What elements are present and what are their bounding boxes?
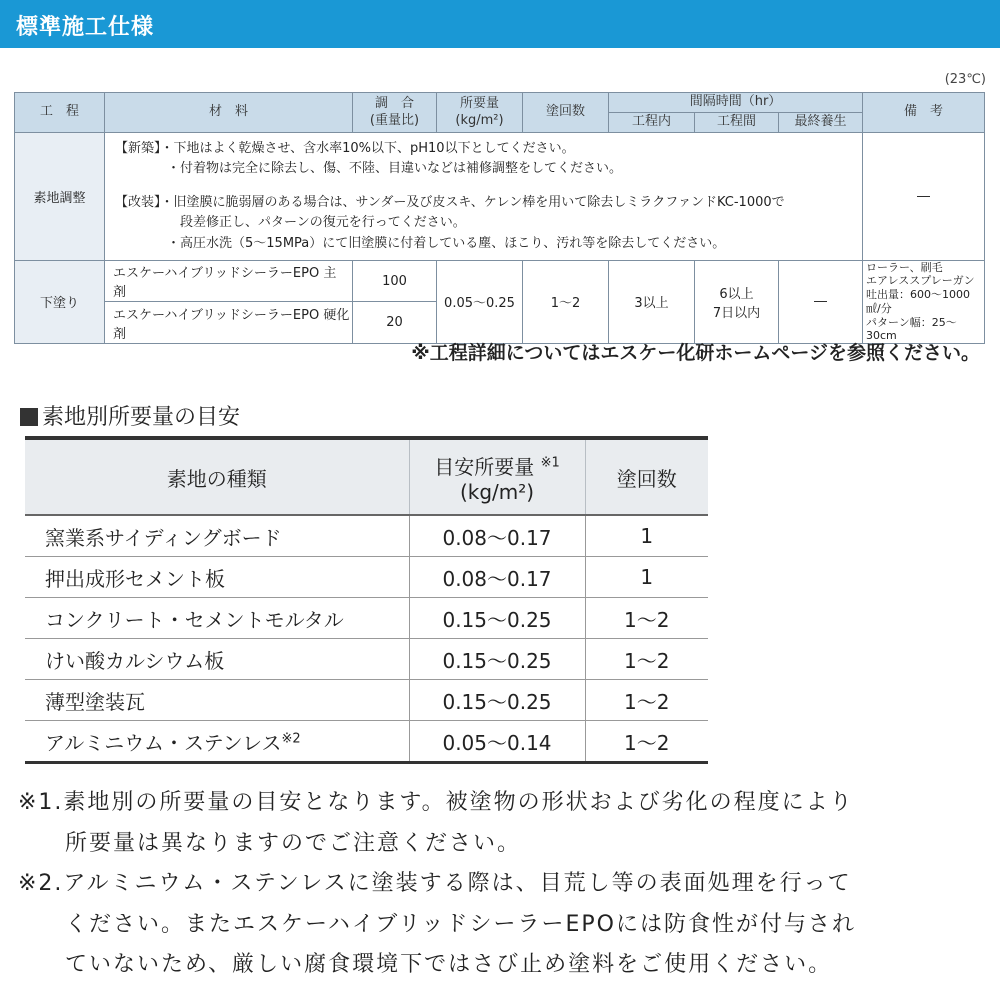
substrate-coats: 1〜2 bbox=[585, 598, 708, 639]
prep-line: ・高圧水洗（5〜15MPa）にて旧塗膜に付着している塵、ほこり、汚れ等を除去してください。 bbox=[115, 235, 726, 251]
table-row bbox=[25, 721, 708, 763]
undercoat-final: ― bbox=[779, 260, 863, 344]
footnote-line: ※2.アルミニウム・ステンレスに塗装する際は、目荒し等の表面処理を行って bbox=[18, 871, 852, 896]
substrate-amount: 0.08〜0.17 bbox=[409, 557, 585, 598]
mix-hardener: 20 bbox=[353, 302, 437, 344]
guide-table bbox=[25, 436, 708, 764]
substrate-amount: 0.15〜0.25 bbox=[409, 680, 585, 721]
prep-line: 【改装】・旧塗膜に脆弱層のある場合は、サンダー及び皮スキ、ケレン棒を用いて除去しミラクファンドKC-1000で bbox=[115, 195, 785, 211]
guide-header-type: 素地の種類 bbox=[25, 438, 409, 515]
header-between: 工程間 bbox=[695, 113, 779, 133]
undercoat-between: 6以上 7日以内 bbox=[695, 260, 779, 344]
substrate-coats: 1 bbox=[585, 515, 708, 557]
footnote-line: ていないため、厳しい腐食環境下ではさび止め塗料をご使用ください。 bbox=[65, 952, 833, 977]
temperature-note: (23℃) bbox=[944, 72, 986, 87]
guide-header-coats: 塗回数 bbox=[585, 438, 708, 515]
table-row bbox=[25, 557, 708, 598]
table-row bbox=[25, 639, 708, 680]
substrate-coats: 1〜2 bbox=[585, 680, 708, 721]
undercoat-coats: 1〜2 bbox=[523, 260, 609, 344]
undercoat-amount: 0.05〜0.25 bbox=[437, 260, 523, 344]
footnote-line: ください。またエスケーハイブリッドシーラーEPOには防食性が付与され bbox=[65, 912, 856, 937]
prep-remarks: ― bbox=[863, 133, 985, 261]
header-interval: 間隔時間（hr） bbox=[609, 93, 863, 113]
header-remarks: 備 考 bbox=[863, 93, 985, 133]
material-hardener: エスケーハイブリッドシーラーEPO 硬化剤 bbox=[105, 302, 353, 344]
substrate-type: アルミニウム・ステンレス$^{※2}$ bbox=[45, 730, 301, 755]
substrate-amount: 0.15〜0.25 bbox=[409, 598, 585, 639]
square-bullet-icon bbox=[20, 408, 38, 426]
substrate-type: けい酸カルシウム板 bbox=[45, 648, 225, 673]
spec-table bbox=[14, 92, 985, 344]
header-final: 最終養生 bbox=[779, 113, 863, 133]
guide-header-amount: 目安所要量 $^{※1}$ (kg/m²) bbox=[409, 438, 585, 515]
substrate-amount: 0.08〜0.17 bbox=[409, 515, 585, 557]
reference-note: ※工程詳細についてはエスケー化研ホームページを参照ください。 bbox=[411, 342, 980, 364]
substrate-type: 押出成形セメント板 bbox=[45, 566, 225, 591]
prep-line: 【新築】・下地はよく乾燥させ、含水率10%以下、pH10以下としてください。 bbox=[115, 141, 575, 156]
guide-section-title: 素地別所要量の目安 bbox=[20, 400, 240, 431]
table-row bbox=[25, 680, 708, 721]
page-header bbox=[0, 0, 1000, 48]
undercoat-row bbox=[15, 260, 985, 302]
substrate-coats: 1〜2 bbox=[585, 639, 708, 680]
table-row bbox=[25, 515, 708, 557]
header-material: 材 料 bbox=[105, 93, 353, 133]
prep-line: ・付着物は完全に除去し、傷、不陸、目違いなどは補修調整をしてください。 bbox=[115, 161, 623, 177]
header-title: 標準施工仕様 bbox=[16, 15, 155, 40]
header-within: 工程内 bbox=[609, 113, 695, 133]
prep-description bbox=[105, 133, 863, 261]
header-mix: 調 合 (重量比) bbox=[353, 93, 437, 133]
footnote-line: ※1.素地別の所要量の目安となります。被塗物の形状および劣化の程度により bbox=[18, 790, 854, 815]
header-amount: 所要量 (kg/m²) bbox=[437, 93, 523, 133]
undercoat-label: 下塗り bbox=[15, 260, 105, 344]
prep-label: 素地調整 bbox=[15, 133, 105, 261]
substrate-amount: 0.15〜0.25 bbox=[409, 639, 585, 680]
footnote-line: 所要量は異なりますのでご注意ください。 bbox=[65, 831, 522, 856]
undercoat-remarks: ローラー、刷毛 エアレススプレーガン 吐出量：600〜1000㎖/分 パターン幅：25〜30cm bbox=[863, 260, 985, 344]
material-main: エスケーハイブリッドシーラーEPO 主 剤 bbox=[105, 260, 353, 302]
header-process: 工 程 bbox=[15, 93, 105, 133]
undercoat-within: 3以上 bbox=[609, 260, 695, 344]
substrate-type: 窯業系サイディングボード bbox=[45, 525, 282, 550]
header-coats: 塗回数 bbox=[523, 93, 609, 133]
mix-main: 100 bbox=[353, 260, 437, 302]
prep-row bbox=[15, 133, 985, 261]
substrate-coats: 1 bbox=[585, 557, 708, 598]
substrate-amount: 0.05〜0.14 bbox=[409, 721, 585, 763]
substrate-type: コンクリート・セメントモルタル bbox=[45, 607, 344, 632]
table-row bbox=[25, 598, 708, 639]
prep-line: 段差修正し、パターンの復元を行ってください。 bbox=[115, 215, 466, 231]
substrate-type: 薄型塗装瓦 bbox=[45, 689, 145, 714]
substrate-coats: 1〜2 bbox=[585, 721, 708, 763]
